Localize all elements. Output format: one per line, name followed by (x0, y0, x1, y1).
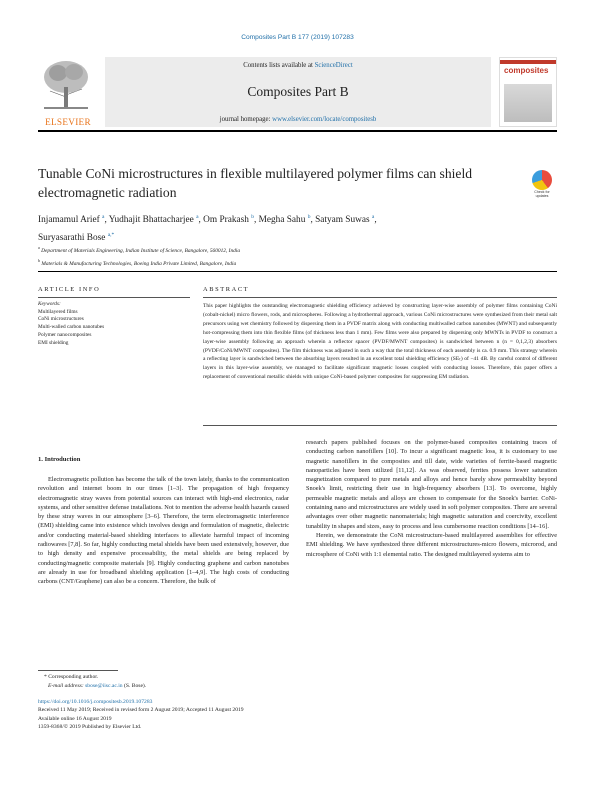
abstract-end-rule (203, 425, 557, 426)
author-name[interactable]: Om Prakash (203, 215, 249, 226)
author-name[interactable]: Yudhajit Bhattacharjee (108, 215, 194, 226)
affiliations (38, 243, 558, 269)
author-list: Injamamul Arief $^a$, Yudhajit Bhattacharjee $^a$, Om Prakash $^b$, Megha Sahu $^b$, Satyam Suwas $^a$, Suryasarathi Bose $^{a,*}$ (38, 214, 377, 244)
publisher-logo[interactable] (38, 57, 98, 127)
journal-homepage-link[interactable]: www.elsevier.com/locate/compositesb (272, 116, 377, 123)
abstract-heading: ABSTRACT (203, 286, 250, 293)
online-date: Available online 16 August 2019 (38, 715, 112, 722)
author-name[interactable]: Suryasarathi Bose (38, 233, 106, 244)
keyword-item: Multi-walled carbon nanotubes (38, 324, 105, 331)
journal-cover-image[interactable] (499, 57, 557, 127)
publisher-name: ELSEVIER (45, 117, 91, 127)
abstract-text: This paper highlights the outstanding electromagnetic shielding efficiency achieved by constructing layer-wise assembly of polymer films containing CoNi (cobalt-nickel) micro flowers, rods, and microspheres. Following a hydrothermal approach, various CoNi microstructures were synthesized from their metal salt precursors using wet chemistry followed by dispersing them in a PVDF matrix along with conducting multiwalled carbon nanotubes (MWNT) and subsequently hot-compressing them into thin flexible films (of thickness less than 1 mm). Few films were also prepared by dispersing only MWNTs in PVDF to construct a layer-wise assembly following an approach wherein a reflector spacer (PVDF/MWNT composites) is sandwiched between n (n = 0,1,2,3) absorbers (PVDF/CoNi/MWNT composites). The film thickness was adjusted in such a way that the total thickness of each assembly is ca. 0.9 mm. This strategy wherein a reflecting layer is sandwiched between the absorbing layers resulted in an excellent total shielding efficiency (SEₜ) of −41 dB. By careful control of different layers in this layer-wise assembly, we managed to facilitate significant magnetic losses coupled with conducting losses. Therefore, this paper offers a replacement of conventional metallic shields with unique CoNi-based polymer composites for suppressing EM radiation. (203, 303, 557, 381)
keywords-label: Keywords: (38, 301, 61, 307)
homepage-line (105, 116, 491, 123)
footnote-rule (38, 670, 118, 671)
email-suffix: (S. Bose). (123, 682, 147, 689)
keyword-item: Polymer nanocomposites (38, 331, 92, 338)
sciencedirect-link[interactable]: ScienceDirect (314, 62, 353, 69)
article-history (38, 698, 438, 731)
keyword-item: EMI shielding (38, 339, 69, 346)
check-updates-icon (532, 170, 552, 190)
doi-link[interactable]: https://doi.org/10.1016/j.compositesb.2019.107283 (38, 699, 153, 705)
affiliation-text: Department of Materials Engineering, Indian Institute of Science, Bangalore, 560012, India (41, 247, 241, 254)
author-affil-sup[interactable]: b (307, 214, 311, 220)
author-name[interactable]: Satyam Suwas (315, 215, 370, 226)
intro-paragraph: Herein, we demonstrate the CoNi microstructure-based multilayered assemblies for effective EMI shielding. We have synthesized three different microstructures-micro flowers, microrod, and microsphere of CoNi with 1:1 elemental ratio. The designed multilayered systems aim to (306, 531, 557, 558)
email-label: E-mail address: (48, 682, 84, 689)
received-dates: Received 11 May 2019; Received in revised form 2 August 2019; Accepted 11 August 2019 (38, 707, 244, 714)
header-divider (38, 271, 557, 272)
article-title: Tunable CoNi microstructures in flexible multilayered polymer films can shield electromagnetic radiation (38, 166, 473, 200)
contents-prefix: Contents lists available at (243, 62, 315, 69)
author-affil-sup[interactable]: a (371, 214, 375, 220)
author-email-link[interactable]: sbose@iisc.ac.in (85, 682, 123, 689)
author-affil-sup[interactable]: b (251, 214, 254, 220)
affiliation (38, 256, 558, 269)
check-updates-label: Check for updates (534, 190, 550, 198)
keywords-block (38, 301, 190, 347)
keyword-item: CoNi microstructures (38, 316, 84, 323)
masthead-banner (105, 57, 491, 127)
author-affil-sup[interactable]: a (102, 214, 105, 220)
article-info-rule (38, 297, 190, 298)
author-name[interactable]: Injamamul Arief (38, 215, 100, 226)
keyword-item: Multilayered films (38, 308, 78, 315)
journal-reference[interactable]: Composites Part B 177 (2019) 107283 (241, 34, 354, 41)
affiliation-text: Materials & Manufacturing Technologies, Boeing India Private Limited, Bangalore, India (41, 260, 237, 267)
journal-title[interactable]: Composites Part B (247, 84, 349, 99)
author-affil-sup[interactable]: a (196, 214, 199, 220)
intro-left-column: Electromagnetic pollution has become the talk of the town lately, thanks to the communication revolution and internet boom in our times [1–3]. The propagation of high frequency electromagnetic stray waves from potential sources can interact with high-end electronics, radar systems, and other sensitive defense installations. Not to mention the adverse health hazards caused by these stray waves in our atmosphere [3–6]. Therefore, the term electromagnetic interference (EMI) shielding came into existence which involves design and formulation of magnetic, dielectric and/or conducting material-based shielding interfaces to alleviate harmful impact of incoming radiowaves [7,8]. So far, highly conducting metal shields have been used extensively, however, due to high density and expensive processability, the metal shields are being replaced by conducting/magnetic composite materials [9]. Highly conducting graphene and carbon nanotubes are already in use for broadband shielding application [1–4,9]. The high costs of conducting carbons (CNT/Graphene) can also be a concern. Therefore, the bulk of (38, 476, 289, 586)
author-name[interactable]: Megha Sahu (258, 215, 306, 226)
affiliation-sup: b (38, 257, 40, 263)
masthead (38, 54, 557, 132)
elsevier-tree-icon (38, 57, 94, 111)
check-for-updates-button[interactable] (529, 170, 555, 196)
email-line (44, 682, 344, 691)
affiliation-sup: a (38, 245, 40, 250)
author-affil-sup[interactable]: a,* (107, 232, 115, 239)
contents-line (105, 62, 491, 69)
section-heading-introduction: 1. Introduction (38, 456, 81, 463)
cover-title: composites (504, 66, 549, 75)
copyright-line: 1359-8368/© 2019 Published by Elsevier Ltd. (38, 723, 142, 730)
article-info-heading: ARTICLE INFO (38, 286, 101, 293)
intro-right-column (306, 438, 557, 559)
corresponding-label: Corresponding author. (48, 674, 99, 680)
corresponding-author-note (44, 673, 344, 682)
affiliation (38, 243, 558, 256)
homepage-prefix: journal homepage: (219, 116, 273, 123)
cover-art (504, 84, 552, 122)
footnote (44, 673, 344, 690)
cover-bar (500, 60, 556, 64)
intro-paragraph: research papers published focuses on the polymer-based composites containing traces of conducting carbon nanofillers [10]. To incur a significant magnetic loss, it is customary to use magnetic nanofillers in the composites and till date, wide varieties of ferrite-based magnetic nanoparticles have been utilized [11,12]. As was observed, ferrites possess lower saturation magnetization compared to pure metals and alloys and hence barely show permeability beyond Snoek's limit, restricting their use in high-frequency absorbers [13]. To overcome, highly permeable magnetic metals and alloys are chosen to compensate for the Snoek's barrier. CoNi-containing nano and microstructures are widely used in soft polymer composites. There are several advantages over other magnetic nanomaterials; high magnetic saturation and coercivity, excellent tunability in shapes and sizes, easy to process and less cumbersome reaction conditions [14–16]. (306, 439, 557, 530)
abstract-rule (203, 297, 557, 298)
footnote-marker: * (44, 674, 47, 680)
